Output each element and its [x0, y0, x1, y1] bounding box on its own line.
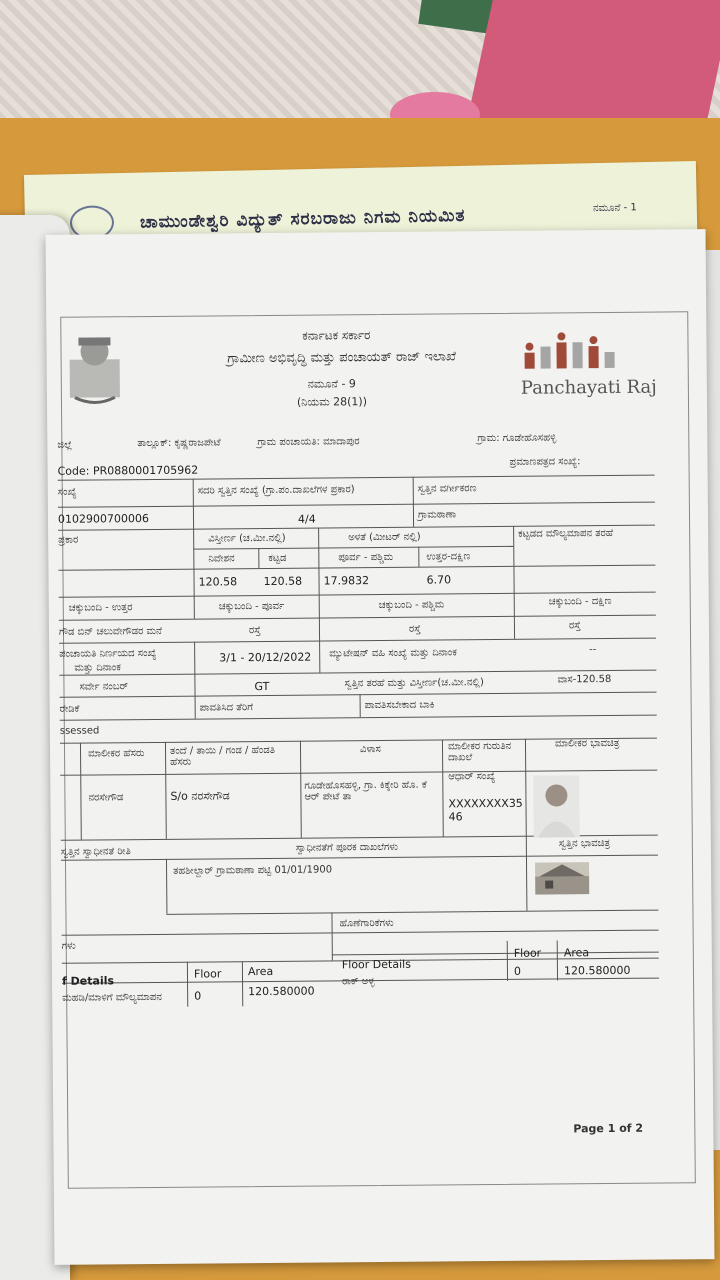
boundary-east-label: ಚಕ್ಕುಬಂದಿ - ಪೂರ್ವ	[218, 600, 285, 613]
east-west-value: 17.9832	[323, 574, 370, 588]
mutation-label: ಮ್ಯುಟೇಷನ್ ವಹಿ ಸಂಖ್ಯೆ ಮತ್ತು ದಿನಾಂಕ	[329, 647, 457, 660]
property-type-value: ವಾಸ-120.58	[557, 673, 612, 686]
table-line	[418, 547, 419, 567]
tax-balance-label: ಪಾವತಿಸಬೇಕಾದ ಬಾಕಿ	[364, 699, 435, 712]
owner-name: ನರಸೇಗೌಡ	[88, 792, 124, 804]
area-header-right: Area	[563, 946, 590, 960]
meta-code: Code: PR0880001705962	[57, 463, 199, 478]
table-line	[258, 548, 259, 568]
building-area: 120.58	[263, 574, 303, 589]
site-area: 120.58	[198, 575, 238, 589]
resolution-value: 3/1 - 20/12/2022	[219, 650, 312, 665]
owner-relation-header: ತಂದೆ / ತಾಯಿ / ಗಂಡ / ಹೆಂಡತಿ ಹೆಸರು	[169, 744, 276, 768]
header-form: ನಮೂನೆ - 9	[307, 377, 356, 391]
acquisition-label: ಸ್ವತ್ತಿನ ಸ್ವಾಧೀನತೆ ರೀತಿ	[60, 846, 131, 858]
document-page	[46, 229, 715, 1265]
property-id: 0102900700006	[57, 512, 150, 526]
property-no-label: ಸಂಖ್ಯೆ	[57, 486, 77, 498]
header-govt: ಕರ್ನಾಟಕ ಸರ್ಕಾರ	[302, 328, 371, 343]
area-right-value: 120.580000	[563, 963, 631, 978]
type-label: ಪ್ರಕಾರ	[58, 534, 79, 546]
owner-photo-header: ಮಾಲೀಕರ ಭಾವಚಿತ್ರ	[554, 737, 620, 750]
floor-left-value: 0	[194, 989, 202, 1003]
meta-taluk: ತಾಲ್ಲೂಕ್: ಕೃಷ್ಣರಾಜಪೇಟೆ	[137, 437, 221, 450]
survey-label: ಸರ್ವೇ ನಂಬರ್	[79, 681, 129, 693]
owner-address-header: ವಿಳಾಸ	[359, 743, 381, 756]
north-south-value: 6.70	[426, 573, 452, 587]
table-line	[360, 694, 361, 717]
back-sheet-form-no: ನಮೂನೆ - 1	[592, 202, 637, 215]
floor-details-left-label: f Details	[61, 974, 115, 988]
resolution-label-2: ಮತ್ತು ದಿನಾಂಕ	[74, 662, 121, 674]
resolution-label: ಪಂಚಾಯತಿ ನಿರ್ಣಯದ ಸಂಖ್ಯೆ	[59, 647, 157, 660]
panchayati-raj-text: Panchayati Raj	[520, 376, 657, 399]
property-class-value: ಗ್ರಾಮಠಾಣಾ	[417, 509, 457, 521]
karnataka-emblem-icon	[64, 329, 125, 410]
valuation-header: ಕಟ್ಟಡದ ಮೌಲ್ಯಮಾಪನ ತರಹೆ	[518, 527, 614, 540]
boundary-south-label: ಚಕ್ಕುಬಂದಿ - ದಕ್ಷಿಣ	[548, 595, 612, 608]
boundary-east-value: ರಸ್ತೆ	[248, 625, 261, 637]
floor-header-left: Floor	[193, 967, 222, 981]
property-photo-label: ಸ್ವತ್ತಿನ ಭಾವಚಿತ್ರ	[558, 837, 611, 850]
measure-header: ಅಳತೆ (ಮೀಟರ್ ನಲ್ಲಿ)	[348, 531, 421, 544]
meta-gram-panchayat: ಗ್ರಾಮ ಪಂಚಾಯತಿ: ಮಾದಾಪುರ	[257, 436, 360, 449]
floor-header-right: Floor	[513, 946, 542, 960]
area-header-left: Area	[247, 964, 274, 979]
floor-valuation-label: ಮಹಡಿ/ಮಾಳಿಗೆ ಮೌಲ್ಯಮಾಪನ	[62, 991, 162, 1004]
owner-address: ಗೂಡೇಹೊಸಹಳ್ಳಿ, ಗ್ರಾ. ಕಿಕ್ಕೇರಿ ಹೊ. ಕೆ ಆರ್ ಪೇಟೆ ತಾ	[304, 779, 427, 803]
owner-id-header: ಮಾಲೀಕರ ಗುರುತಿನ ದಾಖಲೆ	[447, 740, 512, 764]
area-header: ವಿಸ್ತೀರ್ಣ (ಚ.ಮೀ.ನಲ್ಲಿ)	[208, 532, 286, 545]
header-dept: ಗ್ರಾಮೀಣ ಅಭಿವೃದ್ಧಿ ಮತ್ತು ಪಂಚಾಯತ್ ರಾಜ್ ಇಲಾಖೆ	[227, 349, 456, 367]
acquisition-docs-label: ಸ್ವಾಧೀನತೆಗೆ ಪೂರಕ ದಾಖಲೆಗಳು	[295, 841, 399, 854]
owner-id-label: ಆಧಾರ್ ಸಂಖ್ಯೆ	[448, 770, 496, 783]
tax-label: ರೇಡಿಕೆ	[59, 703, 80, 715]
tax-paid-label: ಪಾವತಿಸಿದ ತೆರಿಗೆ	[199, 702, 254, 714]
liabilities-label: ಹೊಣೆಗಾರಿಕೆಗಳು	[339, 917, 394, 930]
north-south-label: ಉತ್ತರ-ದಕ್ಷಿಣ	[426, 551, 471, 563]
floor-right-value: 0	[513, 964, 522, 978]
header-rule: (ನಿಯಮ 28(1))	[296, 395, 368, 409]
property-class-header: ಸ್ವತ್ತಿನ ವರ್ಗೀಕರಣ	[417, 483, 477, 495]
boundary-north-label: ಚಕ್ಕುಬಂದಿ - ಉತ್ತರ	[68, 602, 133, 614]
meta-district: ಜಿಲ್ಲೆ	[57, 439, 73, 451]
owner-id-value: XXXXXXXX3546	[448, 796, 523, 824]
assessed-label: ssessed	[59, 725, 100, 737]
area-left-value: 120.580000	[248, 984, 315, 999]
boundary-west-label: ಚಕ್ಕುಬಂದಿ - ಪಶ್ಚಿಮ	[378, 599, 445, 612]
survey-value: GT	[254, 679, 270, 694]
property-type-label: ಸ್ವತ್ತಿನ ತರಹೆ ಮತ್ತು ವಿಸ್ತೀರ್ಣ(ಚ.ಮೀ.ನಲ್ಲಿ)	[344, 677, 484, 690]
back-sheet-title: ಚಾಮುಂಡೇಶ್ವರಿ ವಿದ್ಯುತ್ ಸರಬರಾಜು ನಿಗಮ ನಿಯಮಿತ	[139, 205, 466, 233]
boundary-south-value: ರಸ್ತೆ	[568, 620, 581, 632]
site-label: ನಿವೇಶನ	[208, 553, 235, 565]
floor-details-header: Floor Details	[341, 957, 411, 972]
property-no-header: ಸದರಿ ಸ್ವತ್ತಿನ ಸಂಖ್ಯೆ (ಗ್ರಾ.ಪಂ.ದಾಖಲೆಗಳ ಪ್ರಕಾರ)	[197, 484, 355, 497]
owner-photo	[533, 775, 580, 837]
liabilities-left: ಗಳು	[61, 940, 76, 952]
pink-cloth	[467, 0, 720, 120]
meta-village: ಗ್ರಾಮ: ಗೂಡೇಹೊಸಹಳ್ಳಿ	[477, 432, 557, 445]
floor-mid-value: ರಾಕ್ ಅಳ್ಳ	[341, 976, 375, 988]
owner-name-header: ಮಾಲೀಕರ ಹೆಸರು	[88, 748, 145, 760]
owner-relation: S/o ನರಸೇಗೌಡ	[170, 789, 230, 803]
meta-certificate-no: ಪ್ರಮಾಣಪತ್ರದ ಸಂಖ್ಯೆ:	[509, 456, 581, 468]
east-west-label: ಪೂರ್ವ - ಪಶ್ಚಿಮ	[338, 551, 394, 564]
property-photo	[535, 862, 589, 894]
page-number: Page 1 of 2	[573, 1121, 644, 1136]
property-no-value: 4/4	[297, 512, 316, 526]
boundary-north-value: ಗೌಡ ಬಿನ್ ಚಲುವೇಗೌಡರ ಮನೆ	[58, 625, 163, 638]
mutation-value: --	[589, 644, 597, 656]
acquisition-value: ತಹಶೀಲ್ದಾರ್ ಗ್ರಾಮಠಾಣಾ ಪಟ್ಟಿ 01/01/1900	[173, 864, 333, 877]
building-label: ಕಟ್ಟಡ	[268, 552, 287, 564]
boundary-west-value: ರಸ್ತೆ	[408, 623, 421, 635]
